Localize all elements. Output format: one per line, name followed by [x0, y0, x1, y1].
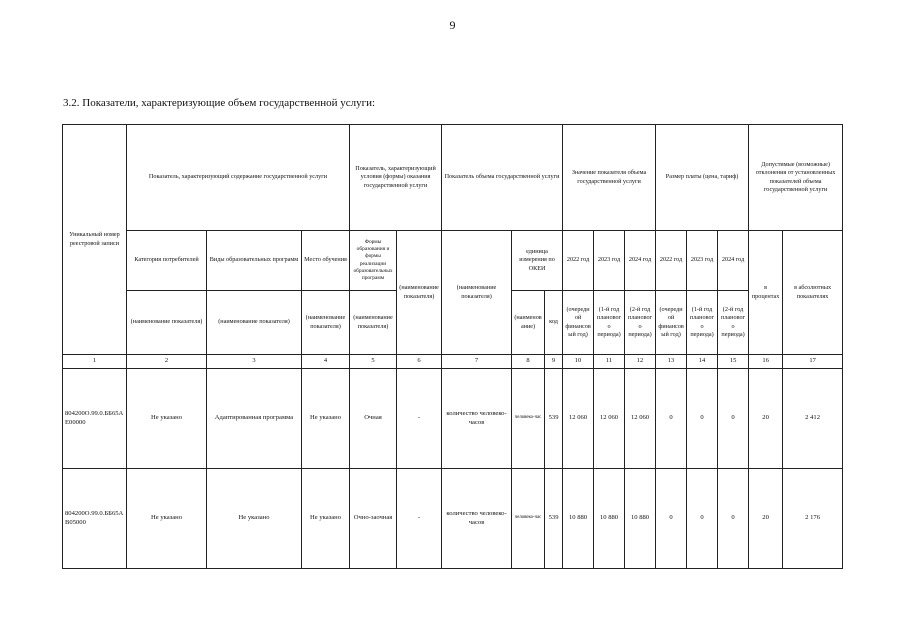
volume-indicators-table: [62, 124, 843, 569]
column-number: 6: [397, 355, 442, 369]
column-number: 2: [127, 355, 207, 369]
header-fee-year-fin: (очередной финансовый год): [656, 291, 687, 355]
header-percent: в процентах: [749, 231, 783, 355]
row-form: Очная: [350, 369, 397, 469]
header-name-sub-5: (наименование показателя): [350, 291, 397, 355]
column-number: 13: [656, 355, 687, 369]
row-consumers: Не указано: [127, 369, 207, 469]
header-volume-indicator: Показатель объема государственной услуги: [442, 125, 563, 231]
row-v2024: 12 060: [625, 369, 656, 469]
header-content-indicator: Показатель, характеризующий содержание государственной услуги: [127, 125, 350, 231]
header-place: Место обучения: [302, 231, 350, 291]
header-fee-y2022: 2022 год: [656, 231, 687, 291]
column-number: 7: [442, 355, 512, 369]
row-cond-extra: -: [397, 369, 442, 469]
header-name-sub-3: (наименование показателя): [207, 291, 302, 355]
header-row-1: [63, 125, 843, 231]
header-y2024: 2024 год: [625, 231, 656, 291]
header-year-2: (2-й год планового периода): [625, 291, 656, 355]
section-title: 3.2. Показатели, характеризующие объем государственной услуги:: [63, 97, 376, 109]
column-number: 4: [302, 355, 350, 369]
column-number: 3: [207, 355, 302, 369]
row-dev-abs: 2 412: [783, 369, 843, 469]
header-forms: Формы образования и формы реализации образовательных программ: [350, 231, 397, 291]
column-number: 5: [350, 355, 397, 369]
row-form: Очно-заочная: [350, 469, 397, 569]
header-okei-unit: единица измерения по ОКЕИ: [512, 231, 563, 291]
header-name-sub-4: (наименование показателя): [302, 291, 350, 355]
row-f2023: 0: [687, 469, 718, 569]
row-dev-abs: 2 176: [783, 469, 843, 569]
row-v2022: 10 880: [563, 469, 594, 569]
header-name-sub-2: (наименование показателя): [127, 291, 207, 355]
row-v2023: 10 880: [594, 469, 625, 569]
header-fee-y2023: 2023 год: [687, 231, 718, 291]
column-numbers-row: [63, 355, 843, 369]
table-row: [63, 469, 843, 569]
header-fee-year-2: (2-й год планового периода): [718, 291, 749, 355]
row-code: 539: [545, 469, 563, 569]
row-unit: человеко-час: [512, 369, 545, 469]
row-indicator: количество человеко-часов: [442, 469, 512, 569]
column-number: 14: [687, 355, 718, 369]
row-indicator: количество человеко-часов: [442, 369, 512, 469]
header-row-2: [63, 231, 843, 291]
row-dev-pct: 20: [749, 369, 783, 469]
column-number: 12: [625, 355, 656, 369]
row-v2024: 10 880: [625, 469, 656, 569]
header-volume-name: (наименование показателя): [442, 231, 512, 355]
row-id: 804200О.99.0.ББ65АВ05000: [63, 469, 127, 569]
column-number: 15: [718, 355, 749, 369]
column-number: 17: [783, 355, 843, 369]
header-fee-y2024: 2024 год: [718, 231, 749, 291]
row-f2023: 0: [687, 369, 718, 469]
header-unique-number: Уникальный номер реестровой записи: [63, 125, 127, 355]
row-unit: человеко-час: [512, 469, 545, 569]
table-row: [63, 369, 843, 469]
header-okei-code: код: [545, 291, 563, 355]
header-y2023: 2023 год: [594, 231, 625, 291]
header-volume-value: Значение показателя объема государственной услуги: [563, 125, 656, 231]
row-code: 539: [545, 369, 563, 469]
header-condition-indicator: Показатель, характеризующий условия (формы) оказания государственной услуги: [350, 125, 442, 231]
header-consumers: Категория потребителей: [127, 231, 207, 291]
header-fee: Размер платы (цена, тариф): [656, 125, 749, 231]
header-absolute: в абсолютных показателях: [783, 231, 843, 355]
row-place: Не указано: [302, 369, 350, 469]
header-deviations: Допустимые (возможные) отклонения от установленных показателей объема государственной услуги: [749, 125, 843, 231]
header-okei-name: (наименование): [512, 291, 545, 355]
header-fee-year-1: (1-й год планового периода): [687, 291, 718, 355]
header-year-fin: (очередной финансовый год): [563, 291, 594, 355]
page-number: 9: [449, 18, 456, 32]
header-y2022: 2022 год: [563, 231, 594, 291]
row-f2024: 0: [718, 469, 749, 569]
column-number: 11: [594, 355, 625, 369]
column-number: 8: [512, 355, 545, 369]
header-edu-programs: Виды образовательных программ: [207, 231, 302, 291]
row-consumers: Не указано: [127, 469, 207, 569]
row-place: Не указано: [302, 469, 350, 569]
row-program: Адаптированная программа: [207, 369, 302, 469]
row-v2022: 12 060: [563, 369, 594, 469]
row-v2023: 12 060: [594, 369, 625, 469]
column-number: 1: [63, 355, 127, 369]
header-cond-name: (наименование показателя): [397, 231, 442, 355]
row-cond-extra: -: [397, 469, 442, 569]
column-number: 9: [545, 355, 563, 369]
header-year-1: (1-й год планового периода): [594, 291, 625, 355]
column-number: 10: [563, 355, 594, 369]
row-program: Не указано: [207, 469, 302, 569]
row-f2022: 0: [656, 369, 687, 469]
row-dev-pct: 20: [749, 469, 783, 569]
column-number: 16: [749, 355, 783, 369]
row-f2022: 0: [656, 469, 687, 569]
row-f2024: 0: [718, 369, 749, 469]
row-id: 804200О.99.0.ББ65АЕ00000: [63, 369, 127, 469]
